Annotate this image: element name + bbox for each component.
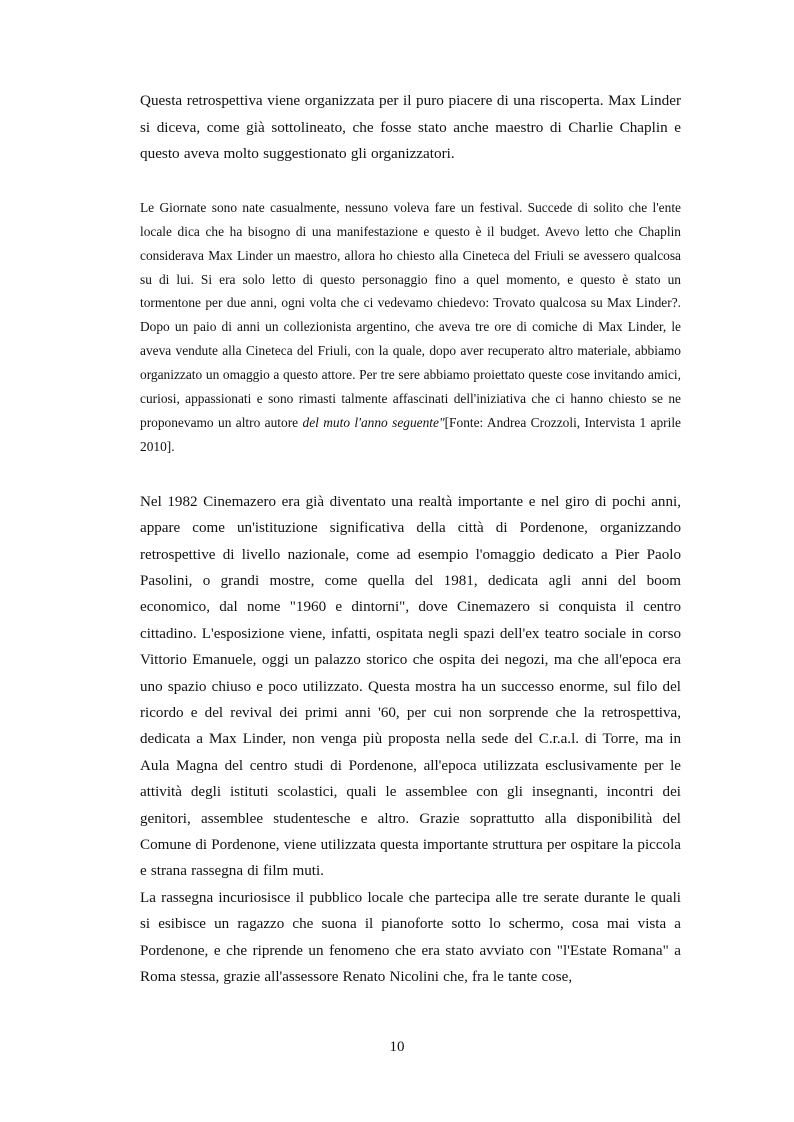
body-text-block <box>140 489 681 991</box>
quote-italic-ending: del muto l'anno seguente" <box>302 414 445 430</box>
interview-quote <box>140 196 681 459</box>
paragraph-cinemazero: Nel 1982 Cinemazero era già diventato una realtà importante e nel giro di pochi anni, appare come un'istituzione significativa della città di Pordenone, organizzando retrospettive di livello nazionale, come ad esempio l'omaggio dedicato a Pier Paolo Pasolini, o grandi mostre, come quella del 1981, dedicata agli anni del boom economico, dal nome "1960 e dintorni", dove Cinemazero si conquista il centro cittadino. L'esposizione viene, infatti, ospitata negli spazi dell'ex teatro sociale in corso Vittorio Emanuele, oggi un palazzo storico che ospita dei negozi, ma che all'epoca era uno spazio chiuso e poco utilizzato. Questa mostra ha un successo enorme, sul filo del ricordo e del revival dei primi anni '60, per cui non sorprende che la retrospettiva, dedicata a Max Linder, non venga più proposta nella sede del C.r.a.l. di Torre, ma in Aula Magna del centro studi di Pordenone, all'epoca utilizzata esclusivamente per le attività degli istituti scolastici, quali le assemblee con gli insegnanti, incontri dei genitori, assemblee studentesche e altro. Grazie soprattutto alla disponibilità del Comune di Pordenone, viene utilizzata questa importante struttura per ospitare la piccola e strana rassegna di film muti. <box>140 493 681 880</box>
quote-source: [Fonte: Andrea Crozzoli, Intervista 1 aprile 2010]. <box>140 414 681 454</box>
quote-text: Le Giornate sono nate casualmente, nessuno voleva fare un festival. Succede di solito che l'ente locale dica che ha bisogno di una manifestazione e questo è il budget. Avevo letto che Chaplin considerava Max Linder un maestro, allora ho chiesto alla Cineteca del Friuli se avessero qualcosa su di lui. Si era solo letto di questo personaggio fino a quel momento, e questo è stato un tormentone per due anni, ogni volta che ci vedevamo chiedevo: Trovato qualcosa su Max Linder?. Dopo un paio di anni un collezionista argentino, che aveva tre ore di comiche di Max Linder, le aveva vendute alla Cineteca del Friuli, con la quale, dopo aver recuperato altro materiale, abbiamo organizzato un omaggio a questo attore. Per tre sere abbiamo proiettato queste cose invitando amici, curiosi, appassionati e sono rimasti talmente affascinati dell'iniziativa che ci hanno chiesto se ne proponevamo un altro autore <box>140 199 681 430</box>
document-page <box>140 88 681 990</box>
paragraph-retrospective: Questa retrospettiva viene organizzata per il puro piacere di una riscoperta. Max Linder si diceva, come già sottolineato, che fosse stato anche maestro di Charlie Chaplin e questo aveva molto suggestionato gli organizzatori. <box>140 92 681 163</box>
page-number: 10 <box>389 1039 405 1055</box>
paragraph-rassegna: La rassegna incuriosisce il pubblico locale che partecipa alle tre serate durante le quali si esibisce un ragazzo che suona il pianoforte sotto lo schermo, cosa mai vista a Pordenone, e che riprende un fenomeno che era stato avviato con "l'Estate Romana" a Roma stessa, grazie all'assessore Renato Nicolini che, fra le tante cose, <box>140 889 681 986</box>
